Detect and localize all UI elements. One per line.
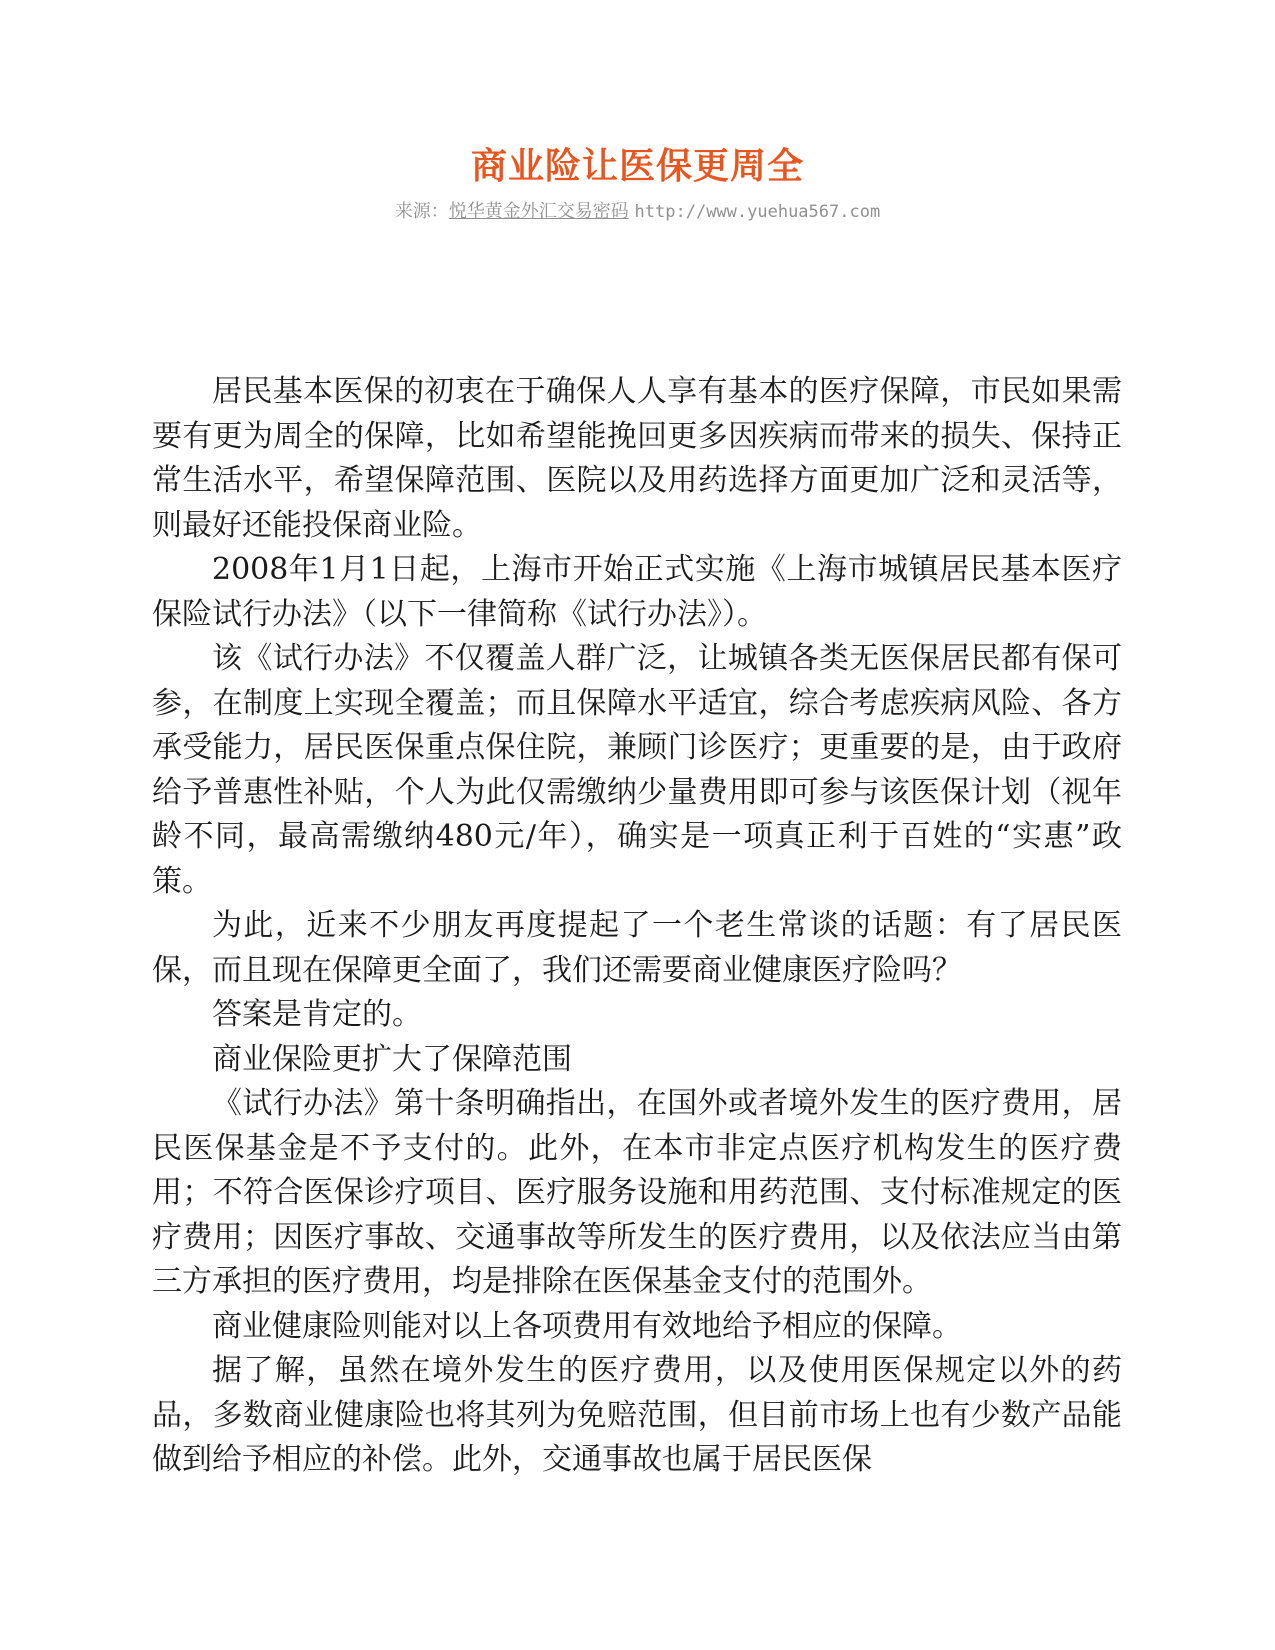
paragraph: 答案是肯定的。 [212,997,422,1032]
source-label: 来源： [394,201,449,222]
source-line [0,200,1275,224]
source-url: http://www.yuehua567.com [634,202,881,222]
paragraph: 据了解，虽然在境外发生的医疗费用，以及使用医保规定以外的药品，多数商业健康险也将其列为免赔范围，但目前市场上也有少数产品能做到给予相应的补偿。此外，交通事故也属于居民医保 [152,1353,1122,1477]
article-body [152,370,1122,1483]
document-title: 商业险让医保更周全 [470,145,804,187]
paragraph: 《试行办法》第十条明确指出，在国外或者境外发生的医疗费用，居民医保基金是不予支付的。此外，在本市非定点医疗机构发生的医疗费用；不符合医保诊疗项目、医疗服务设施和用药范围、支付标准规定的医疗费用；因医疗事故、交通事故等所发生的医疗费用，以及依法应当由第三方承担的医疗费用，均是排除在医保基金支付的范围外。 [152,1086,1122,1299]
paragraph: 居民基本医保的初衷在于确保人人享有基本的医疗保障，市民如果需要有更为周全的保障，比如希望能挽回更多因疾病而带来的损失、保持正常生活水平，希望保障范围、医院以及用药选择方面更加广泛和灵活等，则最好还能投保商业险。 [152,374,1122,543]
paragraph: 2008年1月1日起，上海市开始正式实施《上海市城镇居民基本医疗保险试行办法》（以下一律简称《试行办法》）。 [152,552,1122,632]
source-link[interactable]: 悦华黄金外汇交易密码 [448,201,629,222]
paragraph: 该《试行办法》不仅覆盖人群广泛，让城镇各类无医保居民都有保可参，在制度上实现全覆盖；而且保障水平适宜，综合考虑疾病风险、各方承受能力，居民医保重点保住院，兼顾门诊医疗；更重要的是，由于政府给予普惠性补贴，个人为此仅需缴纳少量费用即可参与该医保计划（视年龄不同，最高需缴纳480元/年），确实是一项真正利于百姓的“实惠”政策。 [152,641,1122,899]
section-heading: 商业保险更扩大了保障范围 [212,1041,572,1077]
paragraph: 为此，近来不少朋友再度提起了一个老生常谈的话题：有了居民医保，而且现在保障更全面了，我们还需要商业健康医疗险吗？ [152,908,1122,988]
paragraph: 商业健康险则能对以上各项费用有效地给予相应的保障。 [212,1308,962,1344]
